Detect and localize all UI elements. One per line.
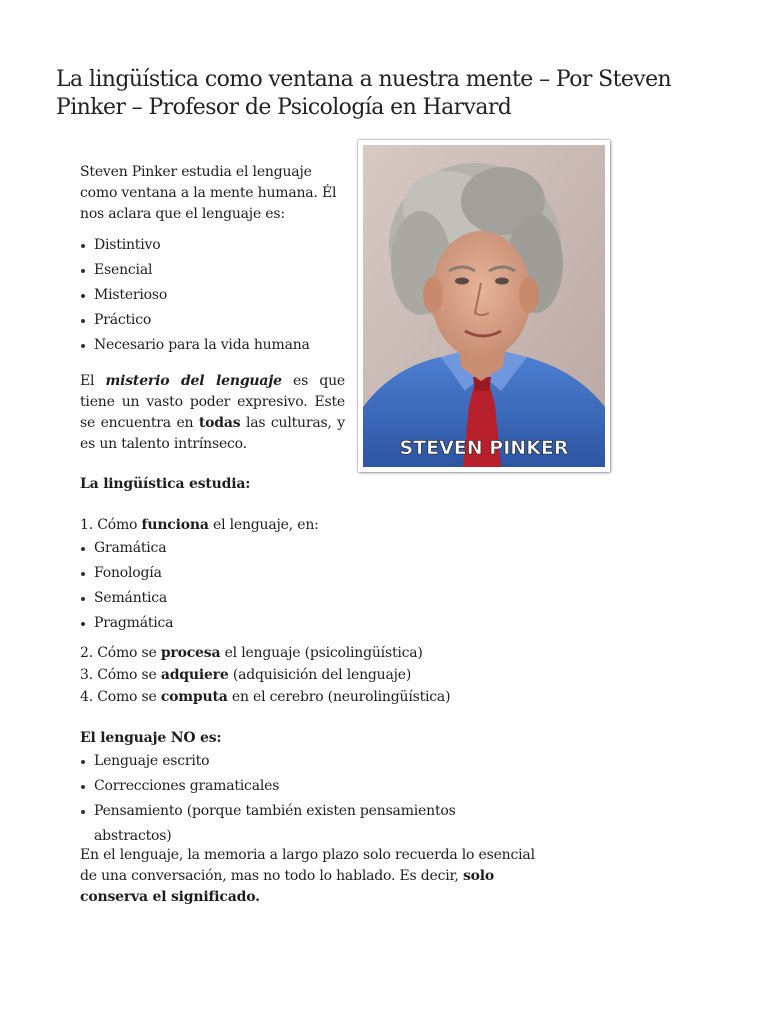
numbered-item-1: 1. Cómo funciona el lenguaje, en: <box>80 517 319 533</box>
misterio-paragraph: El misterio del lenguaje es que tiene un vasto poder expresivo. Este se encuentra en todas las culturas, y es un talento intrínseco. <box>80 373 345 452</box>
emphasis-text: misterio del lenguaje <box>105 373 282 389</box>
closing-paragraph: En el lenguaje, la memoria a largo plazo solo recuerda lo esencial de una conversación, mas no todo lo hablado. Es decir, solo conserva el significado. <box>80 847 535 905</box>
portrait-photo <box>358 140 610 472</box>
list-item: Lenguaje escrito <box>80 749 530 774</box>
intro-paragraph: Steven Pinker estudia el lenguaje como ventana a la mente humana. Él nos aclara que el lenguaje es: <box>80 164 337 222</box>
list-item: Necesario para la vida humana <box>80 333 530 358</box>
list-item: Esencial <box>80 258 530 283</box>
list-item: Semántica <box>80 586 530 611</box>
list-item: Pragmática <box>80 611 530 636</box>
numbered-item-4: 4. Como se computa en el cerebro (neurolingüística) <box>80 689 451 705</box>
list-item: Gramática <box>80 536 530 561</box>
section-heading-no-es: El lenguaje NO es: <box>80 730 222 746</box>
list-item: Distintivo <box>80 233 530 258</box>
list-item: Pensamiento (porque también existen pensamientos abstractos) <box>80 799 530 824</box>
list-item: Misterioso <box>80 283 530 308</box>
photo-caption: STEVEN PINKER <box>399 437 569 459</box>
numbered-item-3: 3. Cómo se adquiere (adquisición del lenguaje) <box>80 667 412 683</box>
list-item: Correcciones gramaticales <box>80 774 530 799</box>
numbered-item-2: 2. Cómo se procesa el lenguaje (psicolingüística) <box>80 645 423 661</box>
steven-pinker-portrait <box>363 145 605 467</box>
list-item: Práctico <box>80 308 530 333</box>
section-heading-estudia: La lingüística estudia: <box>80 476 251 492</box>
no-es-list <box>80 749 530 844</box>
list-item: Fonología <box>80 561 530 586</box>
areas-list <box>80 536 530 636</box>
page-title: La lingüística como ventana a nuestra mente – Por Steven Pinker – Profesor de Psicología en Harvard <box>56 67 672 120</box>
